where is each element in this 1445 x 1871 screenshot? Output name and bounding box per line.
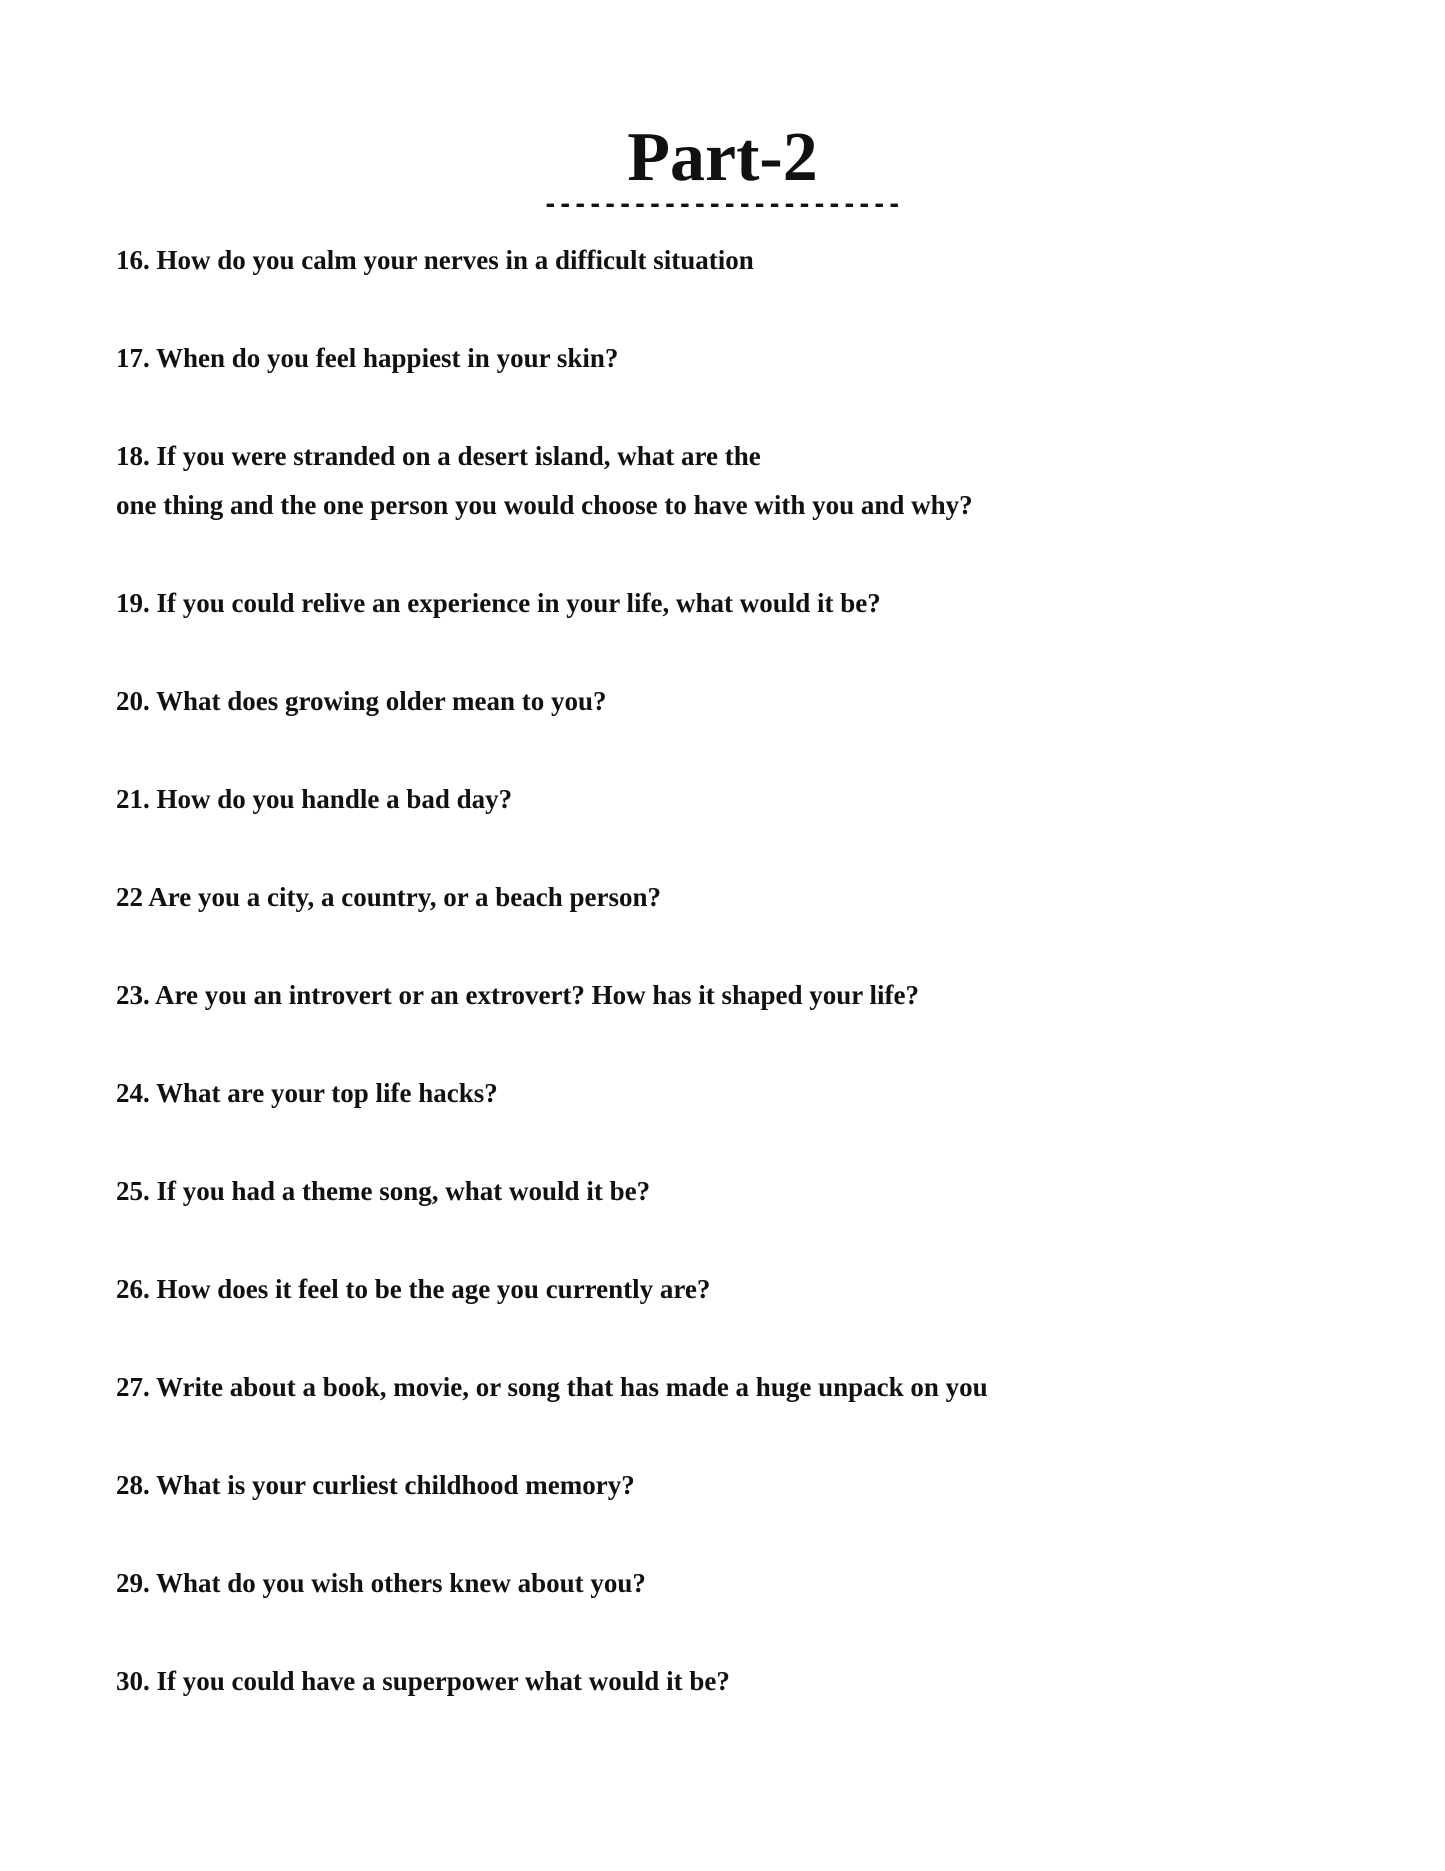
title-divider: ------------------------	[543, 190, 902, 218]
page-title: Part-2	[627, 119, 818, 196]
question-23: 23. Are you an introvert or an extrovert? How has it shaped your life?	[116, 980, 919, 1010]
question-25: 25. If you had a theme song, what would it be?	[116, 1176, 651, 1206]
question-16: 16. How do you calm your nerves in a difficult situation	[116, 245, 754, 275]
question-27: 27. Write about a book, movie, or song that has made a huge unpack on you	[116, 1372, 988, 1402]
question-29: 29. What do you wish others knew about you?	[116, 1568, 646, 1598]
question-list	[116, 236, 1366, 1755]
question-20: 20. What does growing older mean to you?	[116, 686, 607, 716]
question-28: 28. What is your curliest childhood memory?	[116, 1470, 635, 1500]
question-24: 24. What are your top life hacks?	[116, 1078, 498, 1108]
question-26: 26. How does it feel to be the age you currently are?	[116, 1274, 711, 1304]
question-17: 17. When do you feel happiest in your skin?	[116, 343, 619, 373]
question-19: 19. If you could relive an experience in your life, what would it be?	[116, 588, 881, 618]
question-22: 22 Are you a city, a country, or a beach person?	[116, 882, 661, 912]
question-18: 18. If you were stranded on a desert island, what are the one thing and the one person you would choose to have with you and why?	[116, 441, 973, 520]
question-21: 21. How do you handle a bad day?	[116, 784, 513, 814]
question-30: 30. If you could have a superpower what would it be?	[116, 1666, 730, 1696]
